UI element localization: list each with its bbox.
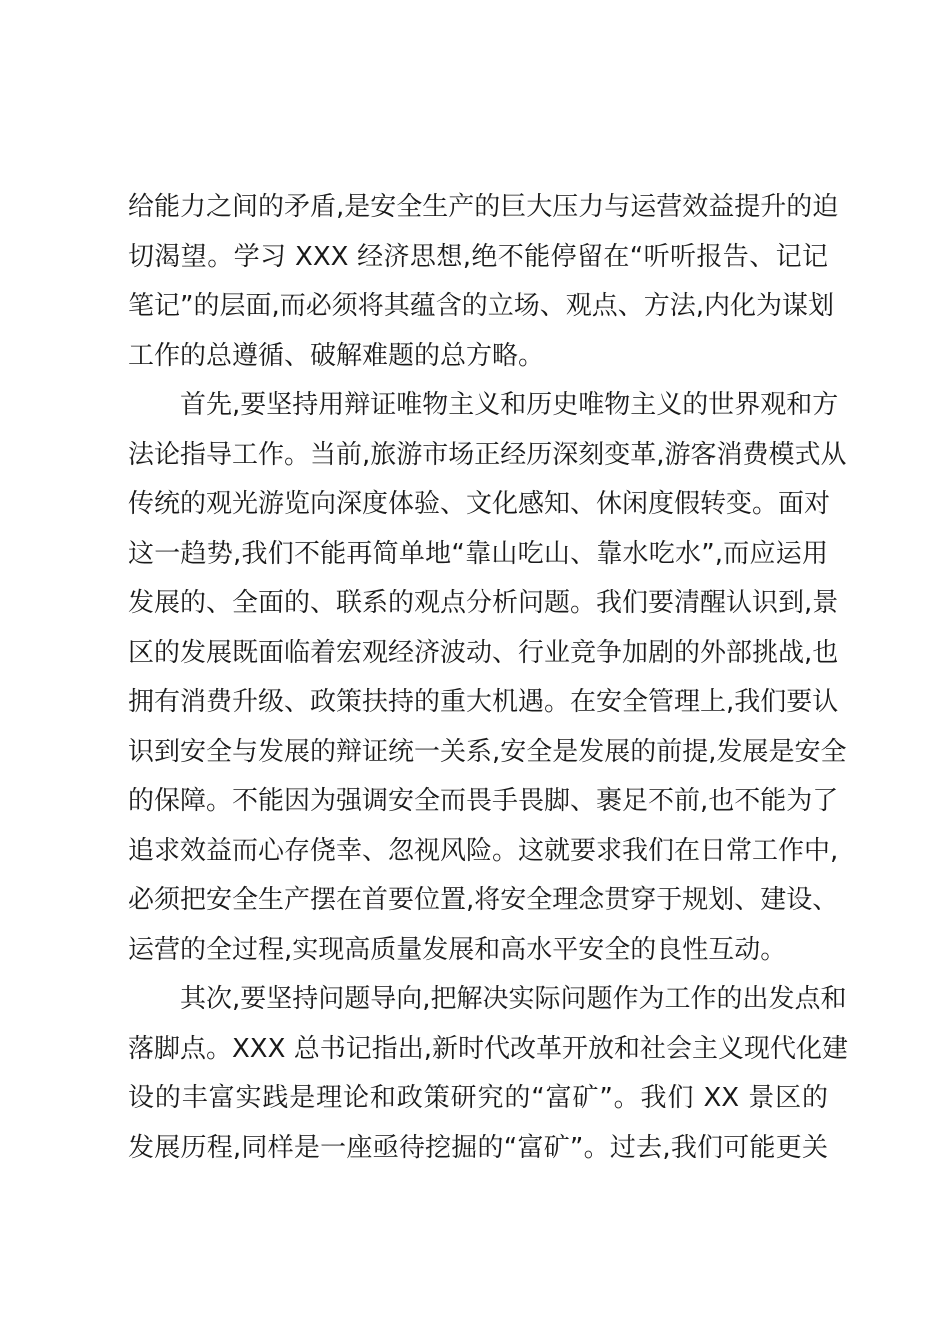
paragraph-3 <box>128 975 848 1173</box>
text-line: 发展的、全面的、联系的观点分析问题。我们要清醒认识到,景 <box>128 588 839 618</box>
text-line: 必须把安全生产摆在首要位置,将安全理念贯穿于规划、建设、 <box>128 885 839 915</box>
document-body <box>128 183 848 1173</box>
text-line: 首先,要坚持用辩证唯物主义和历史唯物主义的世界观和方 <box>180 390 839 420</box>
text-line: 识到安全与发展的辩证统一关系,安全是发展的前提,发展是安全 <box>128 736 847 767</box>
text-line: 设的丰富实践是理论和政策研究的“富矿”。我们 XX 景区的 <box>128 1083 828 1113</box>
paragraph-2 <box>128 381 847 975</box>
text-line: 这一趋势,我们不能再简单地“靠山吃山、靠水吃水”,而应运用 <box>128 538 828 569</box>
text-line: 拥有消费升级、政策扶持的重大机遇。在安全管理上,我们要认 <box>128 687 839 717</box>
text-line: 切渴望。学习 XXX 经济思想,绝不能停留在“听听报告、记记 <box>128 241 828 272</box>
text-line: 落脚点。XXX 总书记指出,新时代改革开放和社会主义现代化建 <box>128 1033 848 1064</box>
text-line: 工作的总遵循、破解难题的总方略。 <box>128 340 545 371</box>
text-line: 的保障。不能因为强调安全而畏手畏脚、裹足不前,也不能为了 <box>128 786 839 816</box>
text-line: 追求效益而心存侥幸、忽视风险。这就要求我们在日常工作中, <box>128 835 839 866</box>
text-line: 发展历程,同样是一座亟待挖掘的“富矿”。过去,我们可能更关 <box>128 1132 828 1163</box>
text-line: 运营的全过程,实现高质量发展和高水平安全的良性互动。 <box>128 934 787 965</box>
text-line: 给能力之间的矛盾,是安全生产的巨大压力与运营效益提升的迫 <box>128 192 839 222</box>
text-line: 区的发展既面临着宏观经济波动、行业竞争加剧的外部挑战,也 <box>128 637 839 668</box>
text-line: 笔记”的层面,而必须将其蕴含的立场、观点、方法,内化为谋划 <box>128 291 834 321</box>
text-line: 传统的观光游览向深度体验、文化感知、休闲度假转变。面对 <box>128 489 831 519</box>
text-line: 其次,要坚持问题导向,把解决实际问题作为工作的出发点和 <box>180 984 847 1014</box>
text-line: 法论指导工作。当前,旅游市场正经历深刻变革,游客消费模式从 <box>128 439 847 470</box>
paragraph-1 <box>128 183 839 381</box>
